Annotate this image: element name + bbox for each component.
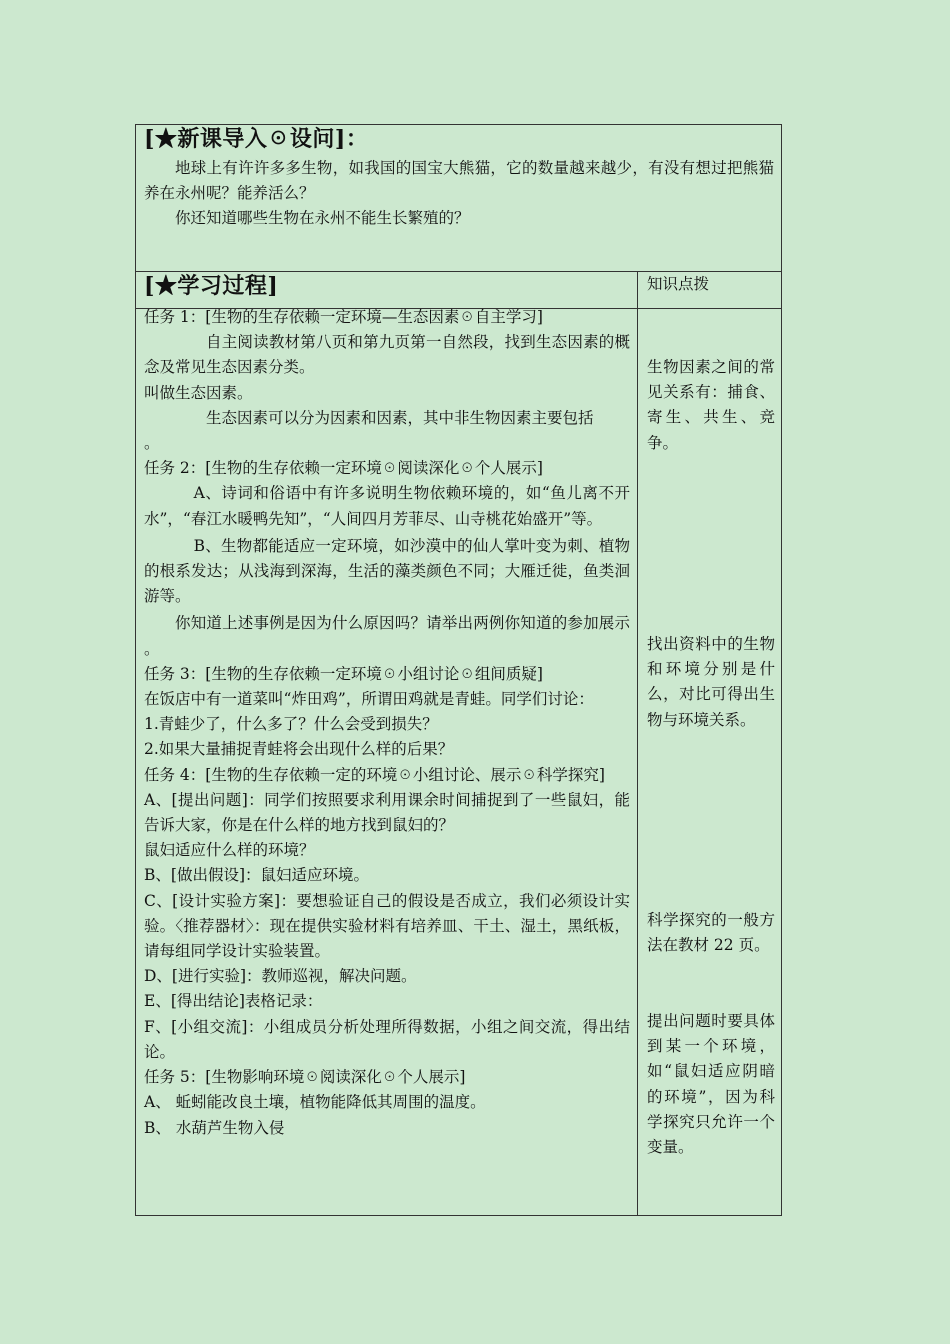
task2-item-a: A、诗词和俗语中有许多说明生物依赖环境的，如“鱼儿离不开水”，“春江水暖鸭先知”，“人间四月芳菲尽、山寺桃花始盛开”等。: [144, 484, 630, 528]
column-divider: [637, 271, 638, 1216]
task1-instruction: 自主阅读教材第八页和第九页第一自然段，找到生态因素的概念及常见生态因素分类。: [144, 333, 630, 377]
task2-title: 任务 2：[生物的生存依赖一定环境☉阅读深化☉个人展示]: [144, 459, 543, 478]
intro-heading: [★新课导入☉设问]：: [144, 126, 369, 152]
side-note-relations: 生物因素之间的常见关系有：捕食、寄生、共生、竞争。: [647, 358, 775, 452]
task3-intro: 在饭店中有一道菜叫“炸田鸡”，所谓田鸡就是青蛙。同学们讨论：: [144, 690, 594, 709]
side-note-material: 找出资料中的生物和环境分别是什么，对比可得出生物与环境关系。: [647, 635, 775, 729]
side-note-2: [647, 632, 775, 733]
task4-step-b: B、[做出假设]：鼠妇适应环境。: [144, 866, 369, 885]
task2-question: 你知道上述事例是因为什么原因吗？请举出两例你知道的参加展示 。: [144, 614, 630, 658]
side-note-3: [647, 908, 775, 958]
task1-blank-end: 。: [144, 434, 160, 453]
side-note-1: [647, 355, 775, 456]
task4-title: 任务 4：[生物的生存依赖一定的环境☉小组讨论、展示☉科学探究]: [144, 765, 605, 784]
task3-title: 任务 3：[生物的生存依赖一定环境☉小组讨论☉组间质疑]: [144, 664, 543, 683]
task1-blank-categories: 生态因素可以分为因素和因素，其中非生物因素主要包括: [206, 408, 594, 427]
task4-step-a: A、[提出问题]：同学们按照要求利用课余时间捕捉到了一些鼠妇，能告诉大家，你是在什么样的地方找到鼠妇的？: [144, 790, 630, 835]
task3-question-1: 1.青蛙少了，什么多了？什么会受到损失？: [144, 715, 438, 734]
side-heading: 知识点拨: [647, 275, 710, 293]
task4-step-e: E、[得出结论]表格记录：: [144, 992, 323, 1011]
task2-item-b: B、生物都能适应一定环境，如沙漠中的仙人掌叶变为刺、植物的根系发达；从浅海到深海，生活的藻类颜色不同；大雁迁徙，鱼类洄游等。: [144, 536, 630, 606]
process-heading: [★学习过程]: [144, 273, 279, 299]
side-note-4: [647, 1009, 775, 1160]
side-note-method: 科学探究的一般方法在教材 22 页。: [647, 911, 775, 955]
task3-question-2: 2.如果大量捕捉青蛙将会出现什么样的后果？: [144, 740, 454, 759]
intro-question: 你还知道哪些生物在永州不能生长繁殖的？: [175, 209, 470, 228]
intro-cell: [144, 126, 774, 232]
task5-title: 任务 5：[生物影响环境☉阅读深化☉个人展示]: [144, 1068, 466, 1087]
task1-blank-definition: 叫做生态因素。: [144, 383, 253, 402]
task4-step-a-question: 鼠妇适应什么样的环境？: [144, 841, 315, 860]
task5-item-a: A、 蚯蚓能改良土壤，植物能降低其周围的温度。: [144, 1093, 486, 1112]
side-note-question: 提出问题时要具体到某一个环境，如“鼠妇适应阴暗的环境”，因为科学探究只允许一个变量。: [647, 1012, 775, 1157]
intro-paragraph: 地球上有许许多多生物，如我国的国宝大熊猫，它的数量越来越少，有没有想过把熊猫养在永州呢？能养活么？: [144, 159, 774, 203]
task5-item-b: B、 水葫芦生物入侵: [144, 1118, 285, 1137]
task1-title: 任务 1：[生物的生存依赖一定环境—生态因素☉自主学习]: [144, 308, 543, 326]
main-content: [144, 305, 630, 1141]
task4-step-c: C、[设计实验方案]：要想验证自己的假设是否成立，我们必须设计实验。〈推荐器材〉：现在提供实验材料有培养皿、干土、湿土，黑纸板，请每组同学设计实验装置。: [144, 891, 630, 961]
process-heading-cell: [144, 273, 634, 299]
side-heading-cell: [647, 272, 775, 297]
task4-step-d: D、[进行实验]：教师巡视，解决问题。: [144, 967, 417, 986]
task4-step-f: F、[小组交流]：小组成员分析处理所得数据，小组之间交流，得出结论。: [144, 1017, 630, 1061]
